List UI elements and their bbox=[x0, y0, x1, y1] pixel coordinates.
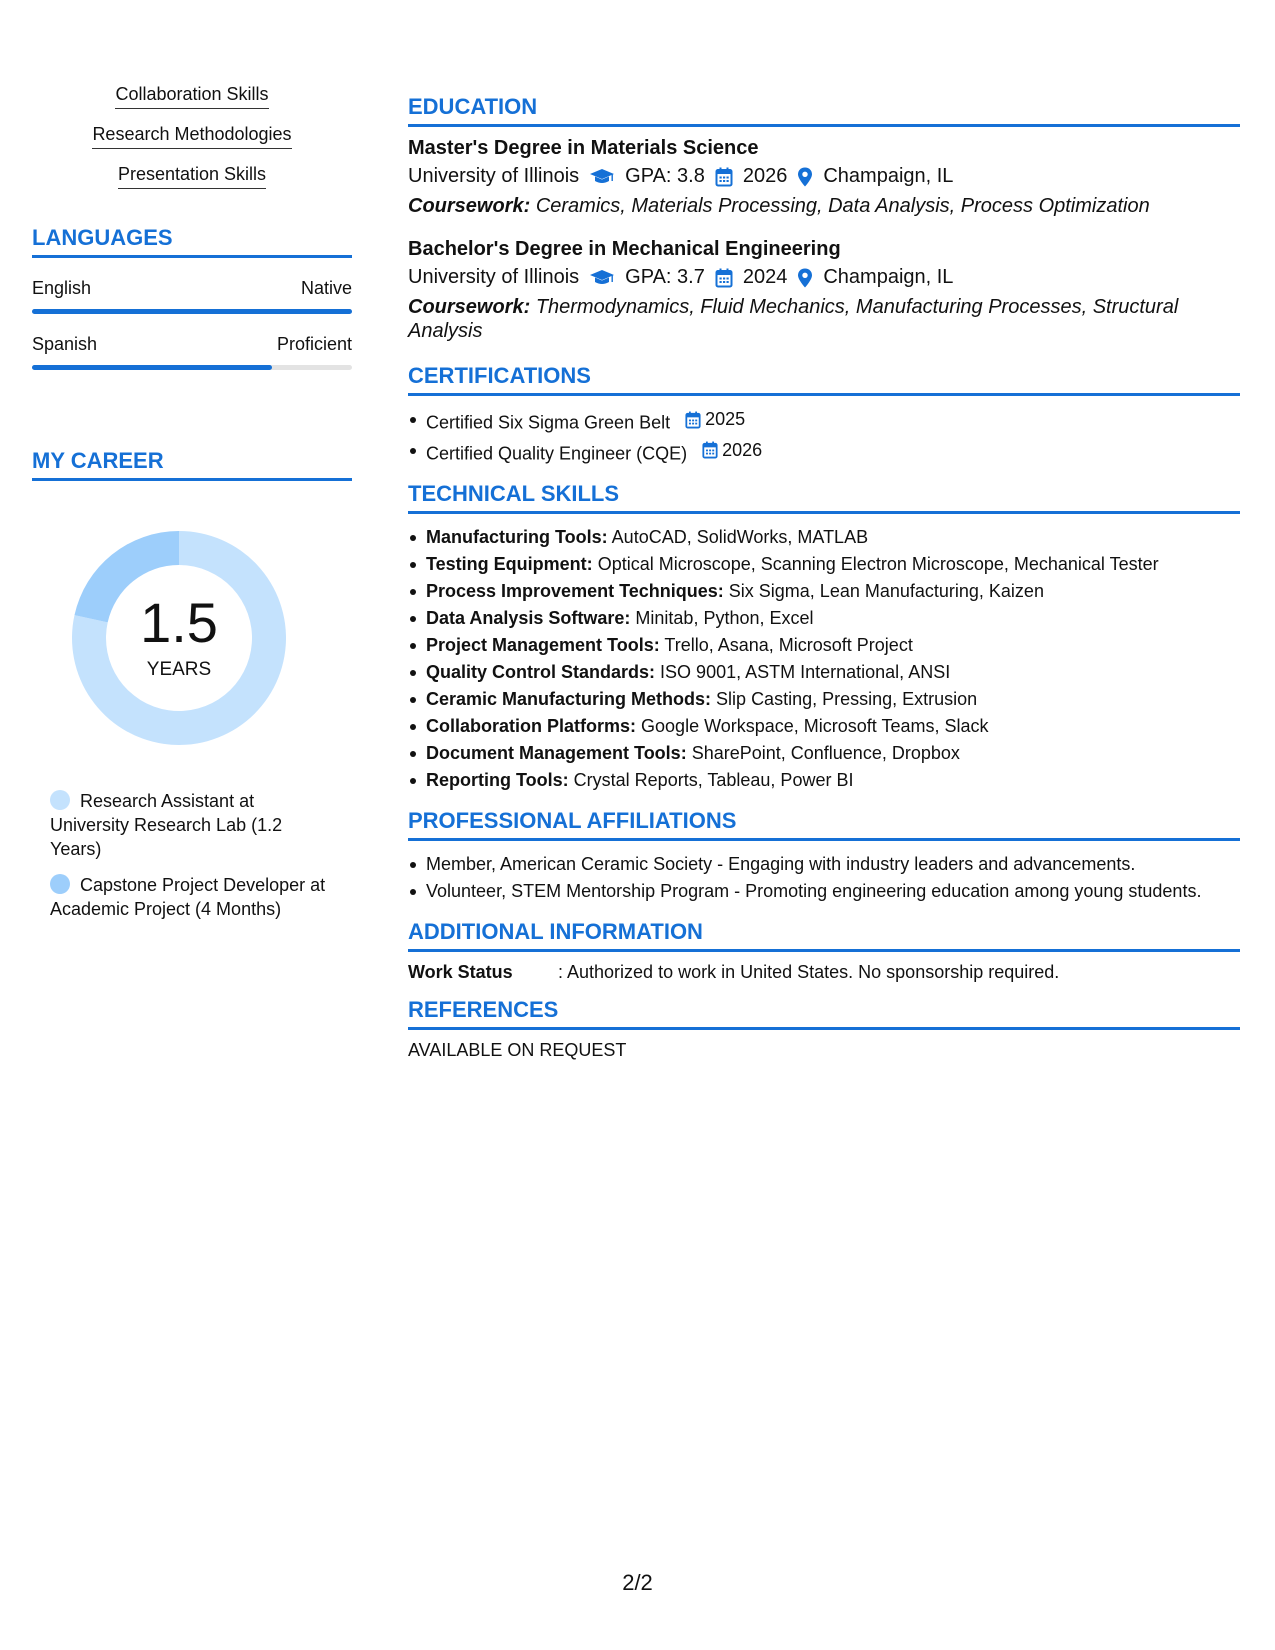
technical-skill-item: Manufacturing Tools: AutoCAD, SolidWorks, MATLAB bbox=[408, 524, 1240, 551]
graduation-cap-icon bbox=[589, 168, 615, 186]
language-proficiency-fill bbox=[32, 309, 352, 314]
language-level: Proficient bbox=[276, 334, 352, 354]
career-total: 1.5 bbox=[140, 591, 218, 654]
gpa: GPA: 3.7 bbox=[625, 266, 705, 288]
language-item bbox=[32, 334, 352, 370]
technical-skill-item: Document Management Tools: SharePoint, Confluence, Dropbox bbox=[408, 740, 1240, 767]
affiliations-heading: PROFESSIONAL AFFILIATIONS bbox=[408, 808, 1240, 841]
languages-heading: LANGUAGES bbox=[32, 225, 352, 258]
language-proficiency-bar bbox=[32, 309, 352, 314]
technical-skill-item: Ceramic Manufacturing Methods: Slip Casting, Pressing, Extrusion bbox=[408, 686, 1240, 713]
graduation-year: 2024 bbox=[742, 266, 788, 288]
certification-item: Certified Six Sigma Green Belt 2025 bbox=[408, 406, 1240, 437]
technical-skill-item: Testing Equipment: Optical Microscope, Scanning Electron Microscope, Mechanical Tester bbox=[408, 551, 1240, 578]
gpa: GPA: 3.8 bbox=[625, 165, 705, 187]
graduation-cap-icon bbox=[589, 269, 615, 287]
calendar-icon bbox=[715, 167, 733, 187]
certification-item: Certified Quality Engineer (CQE) 2026 bbox=[408, 437, 1240, 468]
language-item bbox=[32, 278, 352, 314]
calendar-icon bbox=[715, 268, 733, 288]
legend-item: Capstone Project Developer at Academic Project (4 Months) bbox=[50, 875, 326, 919]
certification-date: 2026 bbox=[702, 437, 762, 464]
affiliations-list bbox=[408, 851, 1240, 905]
references-section bbox=[408, 997, 1240, 1061]
technical-skill-item: Process Improvement Techniques: Six Sigma, Lean Manufacturing, Kaizen bbox=[408, 578, 1240, 605]
language-proficiency-bar bbox=[32, 365, 352, 370]
affiliations-section bbox=[408, 808, 1240, 905]
language-name: English bbox=[32, 278, 92, 298]
certifications-list bbox=[408, 406, 1240, 467]
education-meta bbox=[408, 165, 1240, 188]
legend-dot bbox=[50, 790, 70, 810]
calendar-icon bbox=[685, 411, 701, 429]
degree-title: Bachelor's Degree in Mechanical Engineering bbox=[408, 238, 841, 260]
degree-title: Master's Degree in Materials Science bbox=[408, 137, 759, 159]
affiliation-item: Volunteer, STEM Mentorship Program - Promoting engineering education among young students. bbox=[408, 878, 1240, 905]
coursework: Coursework: Thermodynamics, Fluid Mechanics, Manufacturing Processes, Structural Analysis bbox=[408, 296, 1179, 342]
education-meta bbox=[408, 266, 1240, 289]
legend-item: Research Assistant at University Research Lab (1.2 Years) bbox=[50, 791, 283, 859]
skill-list bbox=[32, 84, 352, 189]
certifications-heading: CERTIFICATIONS bbox=[408, 363, 1240, 396]
legend-dot bbox=[50, 874, 70, 894]
work-status-row bbox=[408, 962, 1240, 983]
page-number: 2/2 bbox=[622, 1570, 653, 1595]
language-level: Native bbox=[300, 278, 352, 298]
skill-item: Research Methodologies bbox=[32, 124, 352, 149]
career-donut-center bbox=[64, 523, 294, 753]
work-status-value: : Authorized to work in United States. No sponsorship required. bbox=[558, 962, 1060, 982]
education-section bbox=[408, 94, 1240, 343]
references-heading: REFERENCES bbox=[408, 997, 1240, 1030]
graduation-year: 2026 bbox=[742, 165, 788, 187]
location-pin-icon bbox=[797, 167, 813, 187]
right-column bbox=[408, 94, 1240, 1075]
work-status-label: Work Status bbox=[408, 962, 513, 982]
school-name: University of Illinois bbox=[408, 266, 580, 288]
school-location: Champaign, IL bbox=[823, 266, 954, 288]
education-heading: EDUCATION bbox=[408, 94, 1240, 127]
technical-skill-item: Reporting Tools: Crystal Reports, Tableau, Power BI bbox=[408, 767, 1240, 794]
technical-skill-item: Quality Control Standards: ISO 9001, ASTM International, ANSI bbox=[408, 659, 1240, 686]
left-column bbox=[32, 84, 352, 933]
skill-item: Collaboration Skills bbox=[32, 84, 352, 109]
education-item bbox=[408, 238, 1240, 343]
career-legend bbox=[50, 789, 330, 921]
school-name: University of Illinois bbox=[408, 165, 580, 187]
references-text: AVAILABLE ON REQUEST bbox=[408, 1040, 627, 1060]
location-pin-icon bbox=[797, 268, 813, 288]
technical-skill-item: Project Management Tools: Trello, Asana, Microsoft Project bbox=[408, 632, 1240, 659]
certifications-section bbox=[408, 363, 1240, 467]
education-item bbox=[408, 137, 1240, 218]
coursework: Coursework: Ceramics, Materials Processing, Data Analysis, Process Optimization bbox=[408, 195, 1150, 217]
calendar-icon bbox=[702, 441, 718, 459]
language-proficiency-fill bbox=[32, 365, 272, 370]
affiliation-item: Member, American Ceramic Society - Engaging with industry leaders and advancements. bbox=[408, 851, 1240, 878]
career-donut-chart bbox=[64, 523, 294, 753]
skill-item: Presentation Skills bbox=[32, 164, 352, 189]
technical-skills-list bbox=[408, 524, 1240, 794]
technical-skills-heading: TECHNICAL SKILLS bbox=[408, 481, 1240, 514]
technical-skill-item: Collaboration Platforms: Google Workspace, Microsoft Teams, Slack bbox=[408, 713, 1240, 740]
technical-skill-item: Data Analysis Software: Minitab, Python, Excel bbox=[408, 605, 1240, 632]
additional-info-section bbox=[408, 919, 1240, 983]
language-name: Spanish bbox=[32, 334, 98, 354]
career-heading: MY CAREER bbox=[32, 448, 352, 481]
career-unit: YEARS bbox=[146, 659, 212, 680]
additional-info-heading: ADDITIONAL INFORMATION bbox=[408, 919, 1240, 952]
technical-skills-section bbox=[408, 481, 1240, 794]
school-location: Champaign, IL bbox=[823, 165, 954, 187]
certification-date: 2025 bbox=[685, 406, 745, 433]
